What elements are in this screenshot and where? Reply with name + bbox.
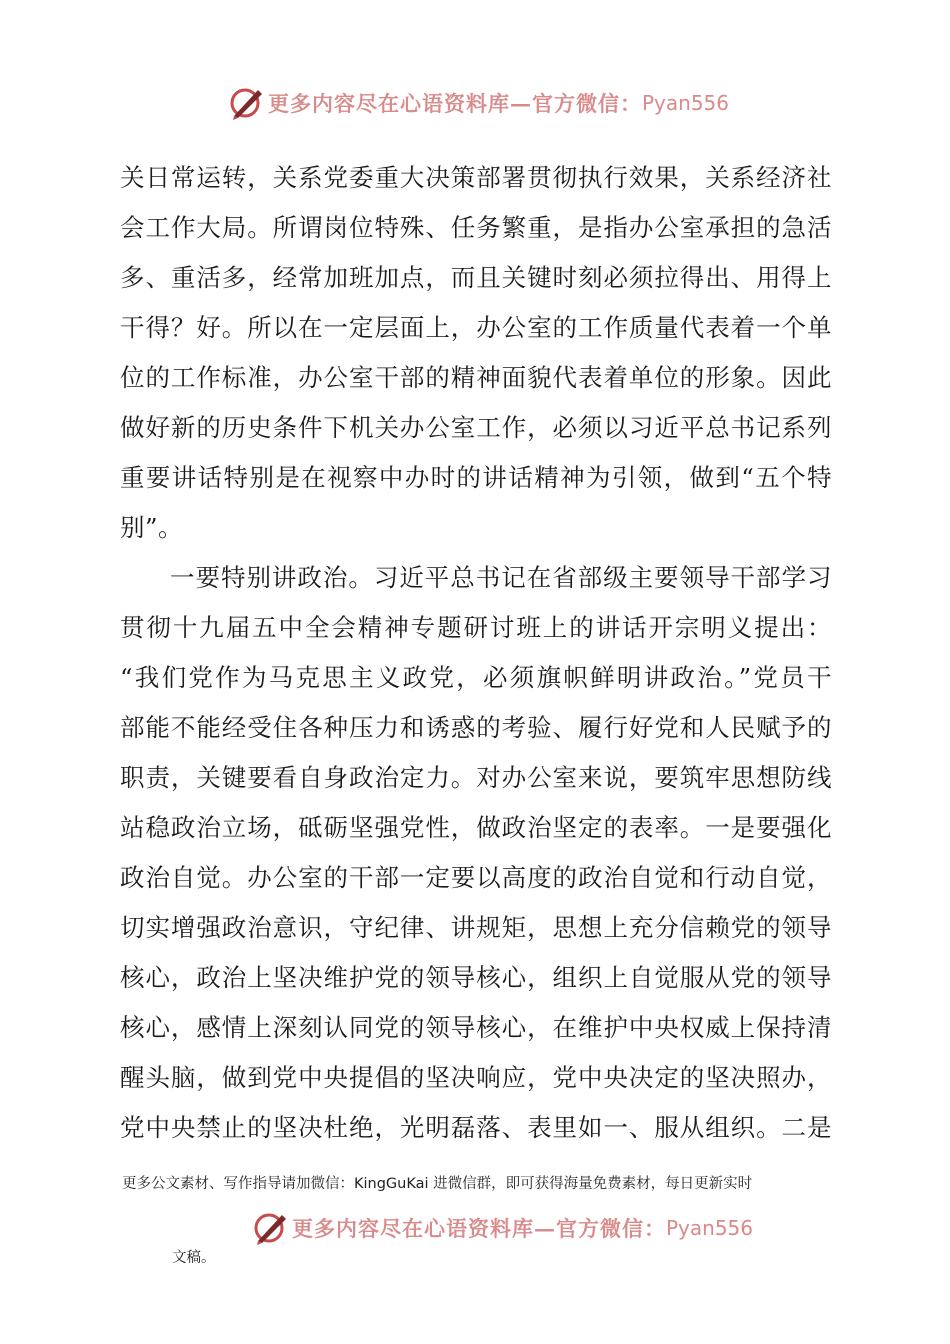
body-line: 党中央禁止的坚决杜绝，光明磊落、表里如一、服从组织。二是 [120, 1113, 832, 1142]
body-line: 贯彻十九届五中全会精神专题研讨班上的讲话开宗明义提出： [120, 613, 832, 642]
body-line: 多、重活多，经常加班加点，而且关键时刻必须拉得出、用得上 [120, 263, 832, 292]
body-line: 关日常运转，关系党委重大决策部署贯彻执行效果，关系经济社 [120, 163, 832, 192]
body-line: 政治自觉。办公室的干部一定要以高度的政治自觉和行动自觉， [120, 863, 832, 892]
body-line: 做好新的历史条件下机关办公室工作，必须以习近平总书记系列 [120, 413, 832, 442]
body-line: 站稳政治立场，砥砺坚强党性，做政治坚定的表率。一是要强化 [120, 813, 832, 842]
body-line: 切实增强政治意识，守纪律、讲规矩，思想上充分信赖党的领导 [120, 913, 832, 942]
body-line: “我们党作为马克思主义政党，必须旗帜鲜明讲政治。”党员干 [120, 663, 832, 692]
pen-logo-icon [228, 86, 266, 120]
document-body [120, 153, 832, 1153]
watermark-wechat-id: Pyan556 [642, 91, 730, 115]
body-line: 部能不能经受住各种压力和诱惑的考验、履行好党和人民赋予的 [120, 713, 832, 742]
watermark-text: 更多内容尽在心语资料库—官方微信： [268, 91, 642, 116]
body-line: 干得？好。所以在一定层面上，办公室的工作质量代表着一个单 [120, 313, 832, 342]
body-line: 核心，感情上深刻认同党的领导核心，在维护中央权威上保持清 [120, 1013, 832, 1042]
footer-note-tail: 文稿。 [172, 1250, 216, 1266]
watermark-wechat-id: Pyan556 [666, 1216, 754, 1240]
paragraph-start-line: 一要特别讲政治。习近平总书记在省部级主要领导干部学习 [170, 563, 832, 592]
body-line: 别”。 [120, 513, 184, 542]
body-line: 醒头脑，做到党中央提倡的坚决响应，党中央决定的坚决照办， [120, 1063, 832, 1092]
header-watermark [228, 86, 729, 120]
body-line: 重要讲话特别是在视察中办时的讲话精神为引领，做到“五个特 [120, 463, 832, 492]
footer-note: 更多公文素材、写作指导请加微信：KingGuKai 进微信群，即可获得海量免费素材，每日更新实时 [122, 1176, 753, 1192]
body-line: 会工作大局。所谓岗位特殊、任务繁重，是指办公室承担的急活 [120, 213, 832, 242]
body-line: 核心，政治上坚决维护党的领导核心，组织上自觉服从党的领导 [120, 963, 832, 992]
footer-watermark [252, 1211, 753, 1245]
body-line: 位的工作标准，办公室干部的精神面貌代表着单位的形象。因此 [120, 363, 832, 392]
watermark-text: 更多内容尽在心语资料库—官方微信： [292, 1216, 666, 1241]
pen-logo-icon [252, 1211, 290, 1245]
body-line: 职责，关键要看自身政治定力。对办公室来说，要筑牢思想防线 [120, 763, 832, 792]
